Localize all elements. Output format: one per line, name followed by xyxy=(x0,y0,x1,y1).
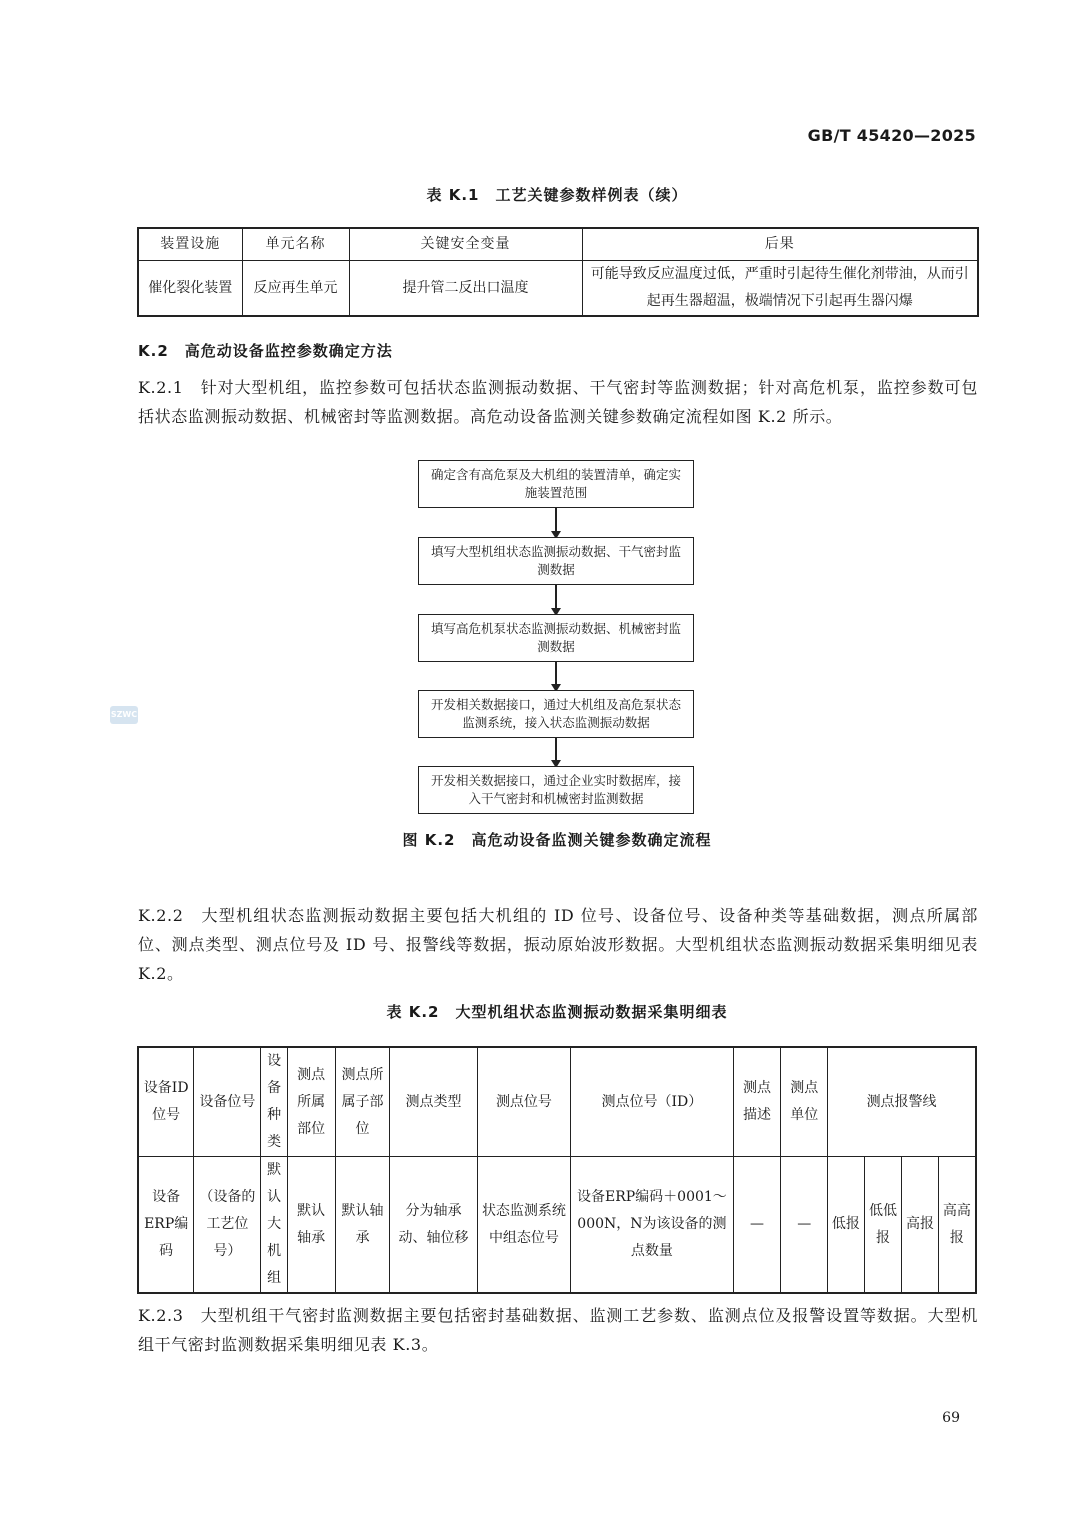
paragraph-k23: K.2.3 大型机组干气密封监测数据主要包括密封基础数据、监测工艺参数、监测点位及报警设置等数据。大型机组干气密封监测数据采集明细见表 K.3。 xyxy=(138,1306,978,1354)
table-cell: 状态监测系统中组态位号 xyxy=(477,1157,570,1294)
column-header: 后果 xyxy=(582,228,978,261)
column-header: 测点所属子部位 xyxy=(335,1047,390,1157)
column-header: 测点类型 xyxy=(390,1047,477,1157)
figure-k2-caption: 图 K.2 高危动设备监测关键参数确定流程 xyxy=(402,831,712,849)
alarm-cell: 高高报 xyxy=(938,1157,976,1294)
table-cell: 提升管二反出口温度 xyxy=(349,261,582,317)
column-header: 单元名称 xyxy=(242,228,349,261)
alarm-cell: 低报 xyxy=(828,1157,865,1294)
table-k1 xyxy=(137,227,979,317)
table-k1-caption: 表 K.1 工艺关键参数样例表（续） xyxy=(426,186,688,204)
column-header: 设备ID位号 xyxy=(138,1047,194,1157)
flow-step-1: 确定含有高危泵及大机组的装置清单，确定实施装置范围 xyxy=(418,460,694,508)
column-header: 设备种类 xyxy=(261,1047,287,1157)
paragraph-k22: K.2.2 大型机组状态监测振动数据主要包括大机组的 ID 位号、设备位号、设备种类等基础数据，测点所属部位、测点类型、测点位号及 ID 号、报警线等数据，振动原始波形数据。大型机组状态监测振动数据采集明细见表 K.2。 xyxy=(138,906,978,983)
table-header-row xyxy=(138,228,978,261)
flow-arrow xyxy=(555,662,557,690)
column-header: 测点单位 xyxy=(781,1047,828,1157)
column-header: 设备位号 xyxy=(194,1047,261,1157)
section-heading: K.2 高危动设备监控参数确定方法 xyxy=(138,342,393,360)
table-cell: 反应再生单元 xyxy=(242,261,349,317)
table-cell: 设备ERP编码 xyxy=(138,1157,194,1294)
flow-step-5: 开发相关数据接口，通过企业实时数据库，接入干气密封和机械密封监测数据 xyxy=(418,766,694,814)
flow-step-3: 填写高危机泵状态监测振动数据、机械密封监测数据 xyxy=(418,614,694,662)
alarm-cell: 高报 xyxy=(902,1157,939,1294)
table-cell: 默认大机组 xyxy=(261,1157,287,1294)
column-header: 装置设施 xyxy=(138,228,242,261)
column-header: 测点描述 xyxy=(733,1047,781,1157)
flow-step-4: 开发相关数据接口，通过大机组及高危泵状态监测系统，接入状态监测振动数据 xyxy=(418,690,694,738)
table-row xyxy=(138,1157,976,1294)
table-header-row xyxy=(138,1047,976,1157)
standard-code: GB/T 45420—2025 xyxy=(807,126,976,145)
table-cell: — xyxy=(733,1157,781,1294)
table-cell: 催化裂化装置 xyxy=(138,261,242,317)
table-cell: 默认轴承 xyxy=(287,1157,335,1294)
table-k2-caption: 表 K.2 大型机组状态监测振动数据采集明细表 xyxy=(386,1003,728,1021)
table-cell: （设备的工艺位号） xyxy=(194,1157,261,1294)
table-cell: 分为轴承动、轴位移 xyxy=(390,1157,477,1294)
column-header: 关键安全变量 xyxy=(349,228,582,261)
column-header: 测点位号（ID） xyxy=(571,1047,734,1157)
table-k2 xyxy=(137,1046,977,1294)
table-cell: 设备ERP编码＋0001～000N，N为该设备的测点数量 xyxy=(571,1157,734,1294)
page-number: 69 xyxy=(942,1410,960,1426)
column-header: 测点所属部位 xyxy=(287,1047,335,1157)
table-row xyxy=(138,261,978,317)
paragraph-k21: K.2.1 针对大型机组，监控参数可包括状态监测振动数据、干气密封等监测数据；针对高危机泵，监控参数可包括状态监测振动数据、机械密封等监测数据。高危动设备监测关键参数确定流程如图 K.2 所示。 xyxy=(138,378,978,426)
column-header: 测点位号 xyxy=(477,1047,570,1157)
table-cell: — xyxy=(781,1157,828,1294)
alarm-cell: 低低报 xyxy=(864,1157,902,1294)
watermark-logo: SZWC xyxy=(110,706,138,724)
column-header: 测点报警线 xyxy=(828,1047,976,1157)
flow-arrow xyxy=(555,585,557,614)
flow-arrow xyxy=(555,508,557,537)
table-cell: 默认轴承 xyxy=(335,1157,390,1294)
table-cell: 可能导致反应温度过低，严重时引起待生催化剂带油，从而引起再生器超温，极端情况下引起再生器闪爆 xyxy=(582,261,978,317)
flow-step-2: 填写大型机组状态监测振动数据、干气密封监测数据 xyxy=(418,537,694,585)
flow-arrow xyxy=(555,738,557,766)
